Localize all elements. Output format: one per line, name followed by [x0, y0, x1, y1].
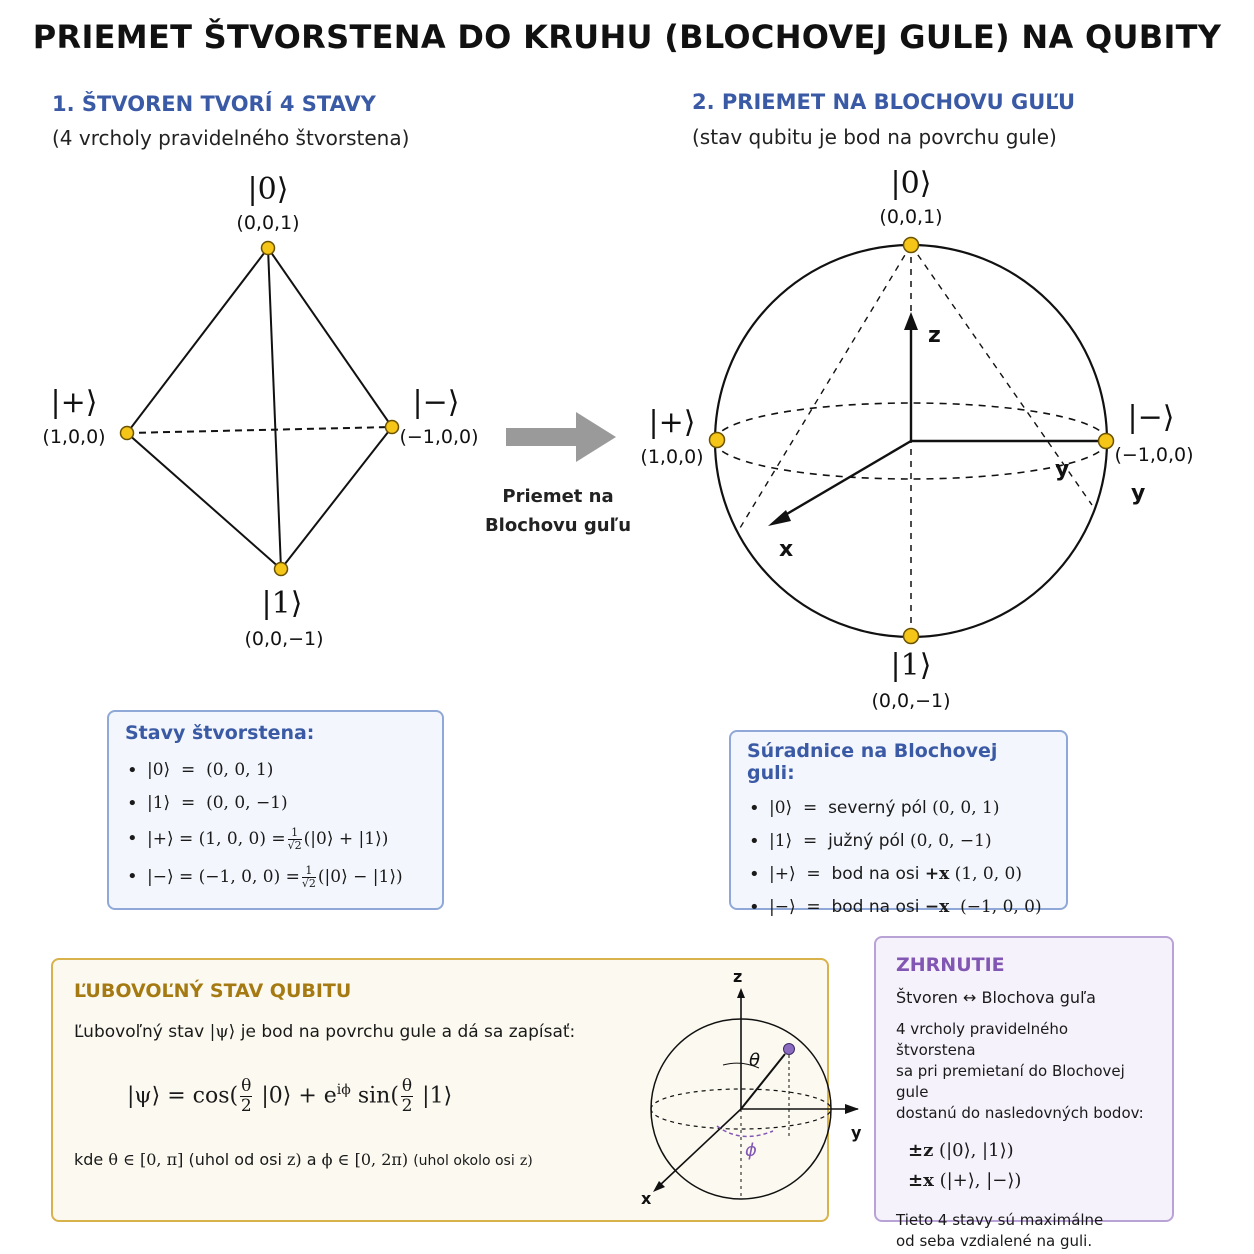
small-phi-label: ϕ	[745, 1140, 757, 1161]
bloch-point-0	[904, 238, 919, 253]
list-item: • |+⟩ = bod na osi +x (1, 0, 0)	[747, 858, 1050, 891]
coords-list	[747, 792, 1050, 924]
states-box-title: Stavy štvorstena:	[125, 722, 315, 744]
bloch-0-ket: |0⟩	[890, 166, 932, 201]
bloch-1-coord: (0,0,−1)	[871, 690, 951, 712]
coords-box-title: Súradnice na Blochovej guli:	[747, 740, 998, 784]
vertex-1-ket: |1⟩	[261, 586, 303, 621]
axis-x-label: x	[779, 537, 794, 562]
vertex-0-ket: |0⟩	[247, 172, 289, 207]
vertex-1	[275, 563, 288, 576]
general-state-intro: Ľubovoľný stav |ψ⟩ je bod na povrchu gule a dá sa zapísať:	[74, 1022, 576, 1042]
small-axis-y: y	[851, 1123, 862, 1142]
general-state-title: ĽUBOVOĽNÝ STAV QUBITU	[74, 980, 352, 1002]
summary-closing: Tieto 4 stavy sú maximálne od seba vzdialené na guli.	[896, 1211, 1104, 1250]
list-item: • |−⟩ = bod na osi −x (−1, 0, 0)	[747, 891, 1050, 924]
vertex-minus-ket: |−⟩	[412, 385, 460, 420]
bloch-0-coord: (0,0,1)	[879, 206, 943, 228]
bloch-plus-coord: (1,0,0)	[640, 446, 704, 468]
vertex-0-coord: (0,0,1)	[236, 212, 300, 234]
dashed-left-edge	[740, 245, 911, 528]
states-list	[125, 754, 426, 896]
list-item: • |0⟩ = (0, 0, 1)	[125, 754, 426, 787]
vertex-plus-ket: |+⟩	[50, 385, 98, 420]
list-item: • |1⟩ = (0, 0, −1)	[125, 787, 426, 820]
page-title: PRIEMET ŠTVORSTENA DO KRUHU (BLOCHOVEJ GULE) NA QUBITY	[32, 18, 1222, 56]
coords-box	[729, 730, 1068, 917]
summary-points: ±z (|0⟩, |1⟩) ±x (|+⟩, |−⟩)	[908, 1140, 1022, 1191]
summary-paragraph: 4 vrcholy pravidelného štvorstena sa pri premietaní do Blochovej gule dostanú do nasledovných bodov:	[896, 1020, 1144, 1122]
bloch-sphere	[715, 245, 1107, 637]
vertex-0	[262, 242, 275, 255]
section1-title: 1. ŠTVOREN TVORÍ 4 STAVY	[52, 92, 376, 116]
axis-y-outer-label: y	[1131, 481, 1146, 506]
vertex-minus-coord: (−1,0,0)	[399, 426, 479, 448]
small-axis-x: x	[641, 1189, 652, 1208]
list-item: • |+⟩ = (1, 0, 0) = $\frac{1}{√2}$ (|0⟩ + |1⟩)	[125, 820, 426, 858]
summary-line1: Štvoren ↔ Blochova guľa	[896, 988, 1096, 1007]
bloch-1-ket: |1⟩	[890, 648, 932, 683]
tetrahedron-vertices	[121, 242, 399, 576]
bloch-plus-ket: |+⟩	[648, 405, 696, 440]
general-state-where: kde θ ∈ [0, π] (uhol od osi z) a ϕ ∈ [0, 2π) (uhol okolo osi z)	[74, 1150, 533, 1169]
section2-title: 2. PRIEMET NA BLOCHOVU GUĽU	[692, 90, 1075, 114]
list-item: • |0⟩ = severný pól (0, 0, 1)	[747, 792, 1050, 825]
tetrahedron-edges	[127, 248, 392, 569]
small-theta-label: θ	[749, 1050, 761, 1071]
section1-subtitle: (4 vrcholy pravidelného štvorstena)	[52, 126, 410, 150]
vertex-plus-coord: (1,0,0)	[42, 426, 106, 448]
small-bloch-sphere	[583, 966, 862, 1216]
projection-arrow-label: Priemet na Blochovu guľu	[484, 486, 632, 536]
vertex-1-coord: (0,0,−1)	[244, 628, 324, 650]
general-state-box	[51, 958, 862, 1222]
summary-box	[874, 936, 1174, 1250]
bloch-minus-ket: |−⟩	[1127, 400, 1175, 435]
list-item: • |−⟩ = (−1, 0, 0) = $\frac{1}{√2}$ (|0⟩ − |1⟩)	[125, 858, 426, 896]
list-item: • |1⟩ = južný pól (0, 0, −1)	[747, 825, 1050, 858]
projection-arrow-icon	[506, 412, 616, 462]
bloch-minus-coord: (−1,0,0)	[1114, 444, 1194, 466]
small-axis-z: z	[733, 967, 743, 986]
states-box	[107, 710, 444, 910]
section2-subtitle: (stav qubitu je bod na povrchu gule)	[692, 125, 1057, 149]
axis-z-label: z	[928, 323, 941, 348]
bloch-point-1	[904, 629, 919, 644]
z-arrow-icon	[904, 312, 918, 330]
general-state-formula: |ψ⟩ = cos( $\frac{\theta}{2}$ |0⟩ + $e^{i\phi}$ sin( $\frac{\theta}{2}$ |1⟩	[127, 1075, 453, 1116]
axis-y-label: y	[1055, 457, 1070, 482]
summary-title: ZHRNUTIE	[896, 954, 1005, 976]
